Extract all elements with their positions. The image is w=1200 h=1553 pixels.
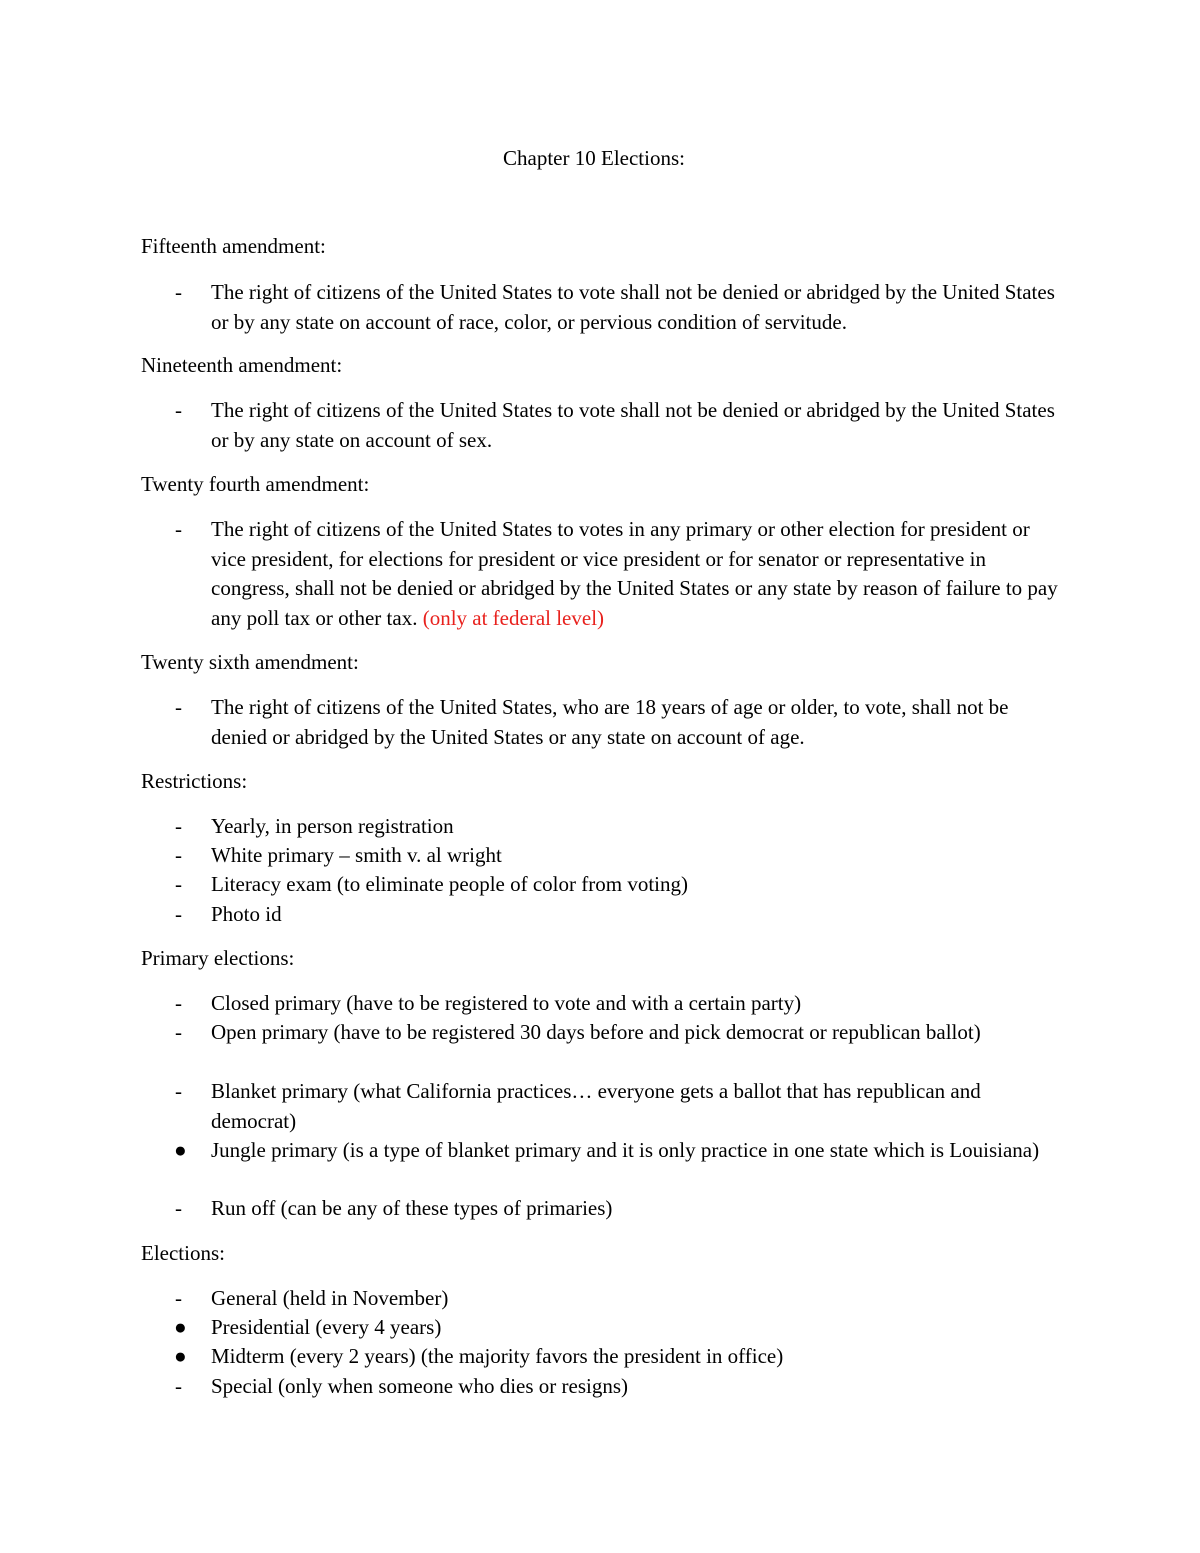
list-item-text: The right of citizens of the United States to vote shall not be denied or abridged by the United States or by any state on account of sex.	[211, 398, 1055, 452]
dash-marker: -	[175, 517, 182, 541]
dash-marker: -	[175, 872, 182, 896]
list-item-text: The right of citizens of the United States, who are 18 years of age or older, to vote, shall not be denied or abridged by the United States or any state on account of age.	[211, 695, 1009, 749]
section-heading-twenty-sixth: Twenty sixth amendment:	[141, 650, 359, 674]
dash-marker: -	[175, 1196, 182, 1220]
list-item-text: Closed primary (have to be registered to vote and with a certain party)	[211, 991, 802, 1015]
section-heading-nineteenth: Nineteenth amendment:	[141, 353, 343, 377]
dash-marker: -	[175, 1079, 182, 1103]
list-item-text: Special (only when someone who dies or resigns)	[211, 1374, 628, 1398]
dash-marker: -	[175, 1020, 182, 1044]
list-item-text: Midterm (every 2 years) (the majority favors the president in office)	[211, 1344, 784, 1368]
section-heading-fifteenth: Fifteenth amendment:	[141, 234, 326, 258]
list-item-text: Yearly, in person registration	[211, 814, 454, 838]
document-title: Chapter 10 Elections:	[503, 146, 685, 170]
bullet-marker: ●	[174, 1138, 187, 1162]
list-item-text: General (held in November)	[211, 1286, 449, 1310]
list-item-text: Presidential (every 4 years)	[211, 1315, 442, 1339]
list-item-text: White primary – smith v. al wright	[211, 843, 502, 867]
dash-marker: -	[175, 814, 182, 838]
section-heading-elections: Elections:	[141, 1241, 225, 1265]
list-item-text: Literacy exam (to eliminate people of color from voting)	[211, 872, 688, 896]
list-item-text: The right of citizens of the United States to votes in any primary or other election for president or vice president, for elections for president or vice president or for senator or representative in congress, shall not be denied or abridged by the United States or any state by reason of failure to pay any poll tax or other tax.	[211, 517, 1058, 630]
list-item-text: Blanket primary (what California practices… everyone gets a ballot that has republican and democrat)	[211, 1079, 981, 1133]
bullet-marker: ●	[174, 1315, 187, 1339]
section-heading-restrictions: Restrictions:	[141, 769, 248, 793]
section-heading-twenty-fourth: Twenty fourth amendment:	[141, 472, 370, 496]
dash-marker: -	[175, 1374, 182, 1398]
section-heading-primary-elections: Primary elections:	[141, 946, 295, 970]
dash-marker: -	[175, 398, 182, 422]
list-item-text: Jungle primary (is a type of blanket primary and it is only practice in one state which is Louisiana)	[211, 1138, 1040, 1162]
dash-marker: -	[175, 991, 182, 1015]
dash-marker: -	[175, 1286, 182, 1310]
federal-level-note: (only at federal level)	[422, 605, 605, 630]
bullet-marker: ●	[174, 1344, 187, 1368]
list-item-text-wrapper	[211, 515, 1061, 633]
list-item-text: The right of citizens of the United States to vote shall not be denied or abridged by the United States or by any state on account of race, color, or pervious condition of servitude.	[211, 280, 1055, 334]
list-item-text: Open primary (have to be registered 30 days before and pick democrat or republican ballot)	[211, 1020, 981, 1044]
list-item-text: Photo id	[211, 902, 282, 926]
dash-marker: -	[175, 902, 182, 926]
list-item-text: Run off (can be any of these types of primaries)	[211, 1196, 613, 1220]
dash-marker: -	[175, 843, 182, 867]
dash-marker: -	[175, 280, 182, 304]
dash-marker: -	[175, 695, 182, 719]
